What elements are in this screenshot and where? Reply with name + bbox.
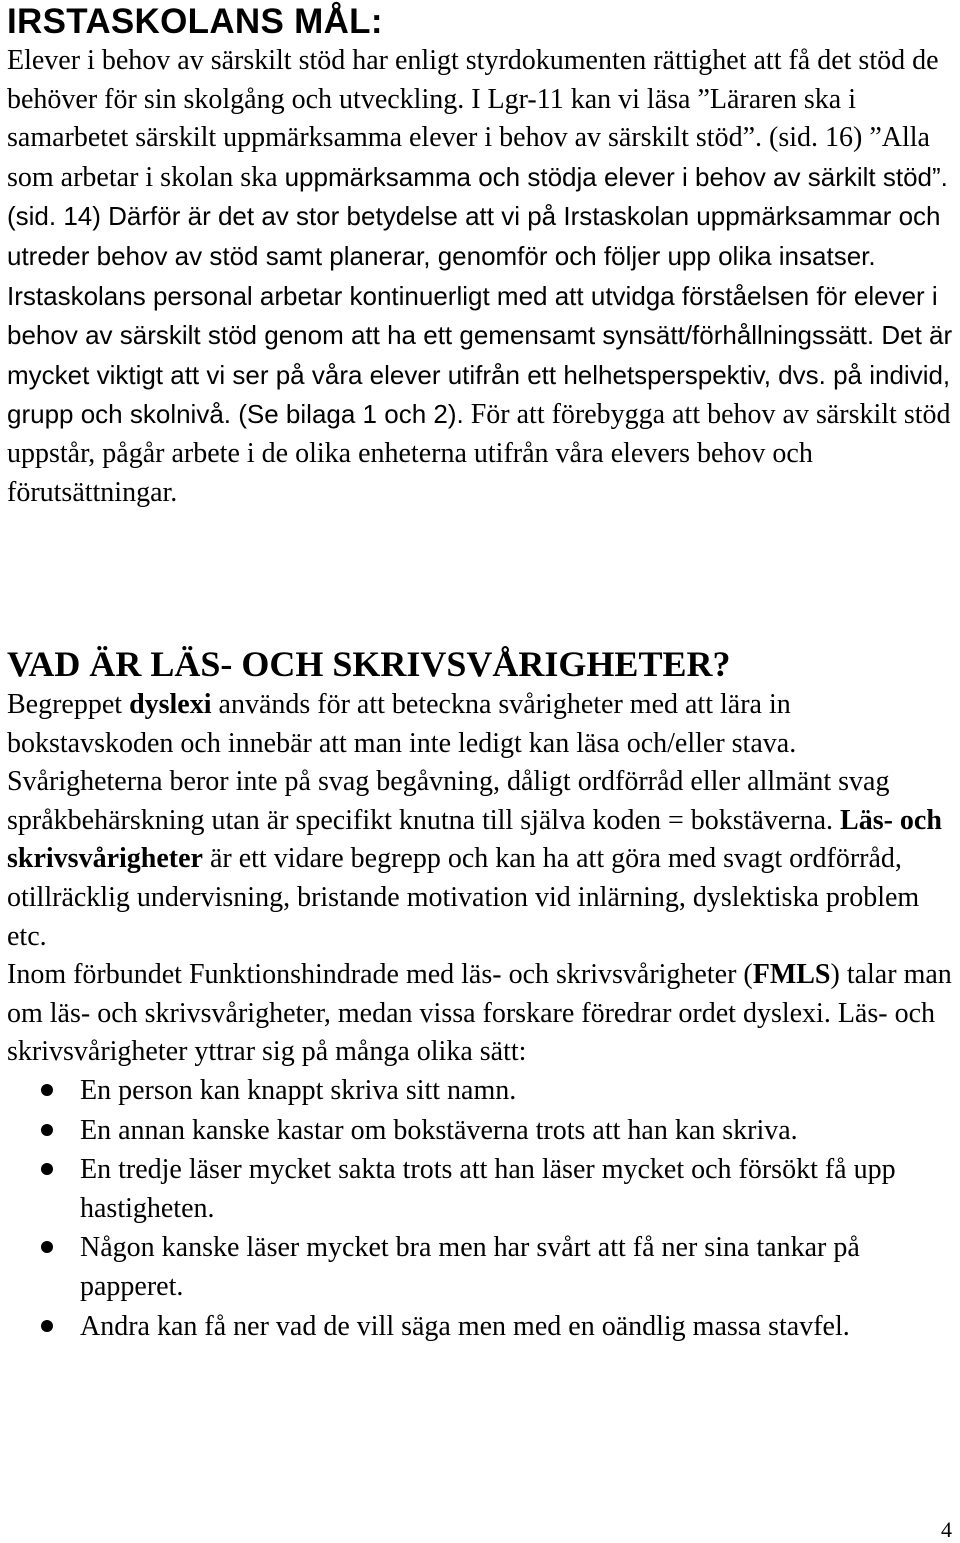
bullet-icon [41,1320,53,1332]
list-item [7,1112,953,1151]
text-span: Inom förbundet Funktionshindrade med läs- och skrivsvårigheter ( [7,959,753,991]
list-item [7,1151,953,1228]
paragraph-text-b: uppmärksamma och stödja elever i behov av särkilt stöd”. (sid. 14) Därför är det av stor betydelse att vi på Irstaskolan uppmärksammar och utreder behov av stöd samt planerar, genomför och följer upp olika insatser. Irstaskolans personal arbetar kontinuerligt med att utvidga förståelsen för elever i behov av särskilt stöd genom att ha ett gemensamt synsätt/förhållningssätt. Det är mycket viktigt att vi ser på våra elever utifrån ett helhetsperspektiv, dvs. på individ, grupp och skolnivå. (Se bilaga 1 och 2). [7,161,953,430]
text-span: används för att beteckna svårigheter med att lära in bokstavskoden och innebär att man inte ledigt kan läsa och/eller stava. Svårigheterna beror inte på svag begåvning, dåligt ordförråd eller allmänt svag språkbehärskning utan är specifikt knutna till själva koden = bokstäverna. [7,689,890,836]
paragraph-dyslexi [7,686,953,956]
list-item-text: Andra kan få ner vad de vill säga men med en oändlig massa stavfel. [80,1310,850,1342]
bullet-icon [41,1241,53,1253]
bullet-icon [41,1163,53,1175]
text-span: Begreppet [7,689,130,720]
text-span: är ett vidare begrepp och kan ha att göra med svagt ordförråd, otillräcklig undervisning, bristande motivation vid inlärning, dyslektiska problem etc. [7,843,920,952]
paragraph-text-c: För att förebygga att behov av särskilt stöd uppstår, pågår arbete i de olika enheterna utifrån våra elevers behov och förutsättningar. [7,399,951,508]
section-heading-mal: IRSTASKOLANS MÅL: [7,2,383,41]
list-item-text: En annan kanske kastar om bokstäverna trots att han kan skriva. [80,1114,798,1146]
list-item [7,1308,953,1347]
list-item-text: En person kan knappt skriva sitt namn. [80,1074,517,1106]
list-item [7,1229,953,1306]
document-page [7,0,953,1342]
bullet-list [7,1072,953,1346]
list-item [7,1072,953,1111]
list-item-text: Någon kanske läser mycket bra men har svårt att få ner sina tankar på papperet. [80,1232,860,1302]
section-body-las-skriv [7,686,953,1347]
page-number: 4 [941,1517,952,1542]
text-span: ) talar man om läs- och skrivsvårigheter, medan vissa forskare föredrar ordet dyslexi. Läs- och skrivsvårigheter yttrar sig på många olika sätt: [7,959,952,1068]
section-heading-las-skriv: VAD ÄR LÄS- OCH SKRIVSVÅRIGHETER? [7,644,731,684]
paragraph-fmls [7,956,953,1072]
term-las-skriv: Läs- och skrivsvårigheter [7,804,942,875]
term-dyslexi: dyslexi [129,689,212,720]
section-paragraph-mal [7,42,953,512]
term-fmls: FMLS [752,959,831,991]
list-item-text: En tredje läser mycket sakta trots att han läser mycket och försökt få upp hastigheten. [80,1154,896,1224]
bullet-icon [41,1124,53,1136]
paragraph-text-a: Elever i behov av särskilt stöd har enligt styrdokumenten rättighet att få det stöd de behöver för sin skolgång och utveckling. I Lgr-11 kan vi läsa ”Läraren ska i samarbetet särskilt uppmärksamma elever i behov av särskilt stöd”. (sid. 16) ”Alla som arbetar i skolan ska [7,45,939,193]
bullet-icon [41,1084,53,1096]
